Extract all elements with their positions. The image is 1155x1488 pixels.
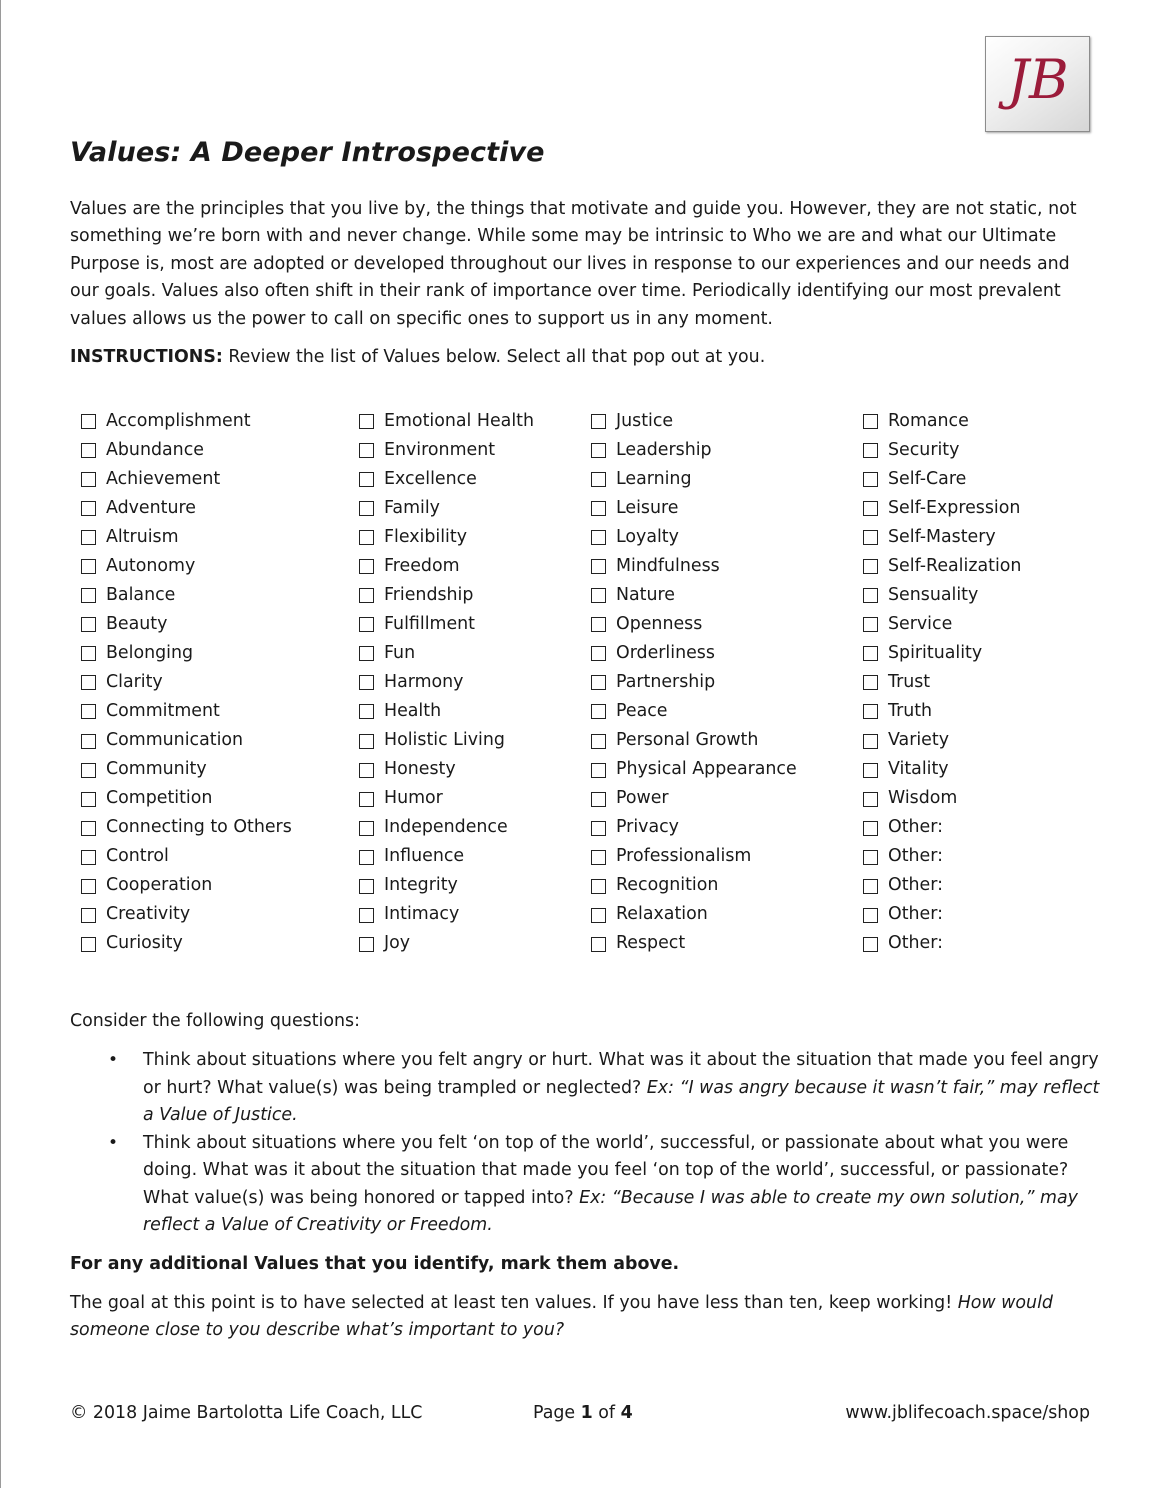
value-label: Harmony (384, 671, 464, 692)
question-text: Think about situations where you felt ‘on top of the world’, successful, or passionate about what you were doing. What was it about the situation that made you feel ‘on top of the world’, successful, or passionate? What value(s) was being honored or tapped into? (143, 1132, 1069, 1208)
value-checkbox[interactable] (863, 559, 878, 574)
value-item (81, 435, 292, 464)
value-checkbox[interactable] (359, 792, 374, 807)
value-item (81, 406, 292, 435)
question-item (70, 1130, 1100, 1240)
question-example: Ex: “I was angry because it wasn’t fair,” may reflect a Value of Justice. (143, 1077, 1100, 1125)
value-checkbox[interactable] (359, 734, 374, 749)
value-label: Self-Mastery (888, 526, 996, 547)
value-item (359, 871, 534, 900)
value-checkbox[interactable] (591, 559, 606, 574)
value-label: Recognition (616, 875, 719, 896)
value-label: Orderliness (616, 642, 715, 663)
value-label: Wisdom (888, 788, 958, 809)
value-checkbox[interactable] (591, 734, 606, 749)
value-item (591, 580, 797, 609)
value-item (81, 493, 292, 522)
value-item (81, 842, 292, 871)
value-item (591, 493, 797, 522)
values-column-2 (359, 406, 534, 958)
value-item (591, 638, 797, 667)
copyright: © 2018 Jaime Bartolotta Life Coach, LLC (70, 1403, 423, 1423)
value-item (591, 522, 797, 551)
value-checkbox[interactable] (591, 588, 606, 603)
value-item (591, 667, 797, 696)
value-item (863, 435, 1021, 464)
value-item (863, 493, 1021, 522)
value-item (359, 784, 534, 813)
value-checkbox[interactable] (81, 617, 96, 632)
value-checkbox[interactable] (863, 792, 878, 807)
value-label: Spirituality (888, 642, 983, 663)
value-checkbox[interactable] (863, 763, 878, 778)
value-label: Physical Appearance (616, 759, 797, 780)
value-item (591, 696, 797, 725)
value-item (359, 406, 534, 435)
value-checkbox[interactable] (863, 443, 878, 458)
value-checkbox[interactable] (591, 617, 606, 632)
page-total: 4 (620, 1403, 633, 1423)
value-item (81, 726, 292, 755)
value-label: Openness (616, 613, 703, 634)
value-checkbox[interactable] (359, 675, 374, 690)
value-item (863, 929, 1021, 958)
value-label: Holistic Living (384, 730, 505, 751)
value-label: Creativity (106, 904, 191, 925)
value-label: Belonging (106, 642, 194, 663)
value-item (591, 551, 797, 580)
value-label: Adventure (106, 497, 196, 518)
value-checkbox[interactable] (591, 472, 606, 487)
value-item (863, 551, 1021, 580)
value-item (359, 842, 534, 871)
value-item (591, 609, 797, 638)
instructions-text: Review the list of Values below. Select all that pop out at you. (222, 347, 766, 367)
value-checkbox[interactable] (591, 792, 606, 807)
value-item (81, 638, 292, 667)
value-label: Security (888, 439, 960, 460)
value-item (591, 871, 797, 900)
value-item (359, 667, 534, 696)
additional-values-note: For any additional Values that you identify, mark them above. (70, 1254, 680, 1274)
value-checkbox[interactable] (591, 414, 606, 429)
value-label: Leisure (616, 497, 679, 518)
value-item (359, 726, 534, 755)
value-checkbox[interactable] (863, 472, 878, 487)
value-item (81, 696, 292, 725)
value-item (863, 784, 1021, 813)
value-item (863, 609, 1021, 638)
value-checkbox[interactable] (863, 879, 878, 894)
value-label: Honesty (384, 759, 456, 780)
value-item (863, 522, 1021, 551)
value-checkbox[interactable] (863, 734, 878, 749)
value-item (359, 929, 534, 958)
value-label: Trust (888, 671, 931, 692)
value-label: Leadership (616, 439, 712, 460)
value-checkbox[interactable] (591, 821, 606, 836)
value-item (863, 900, 1021, 929)
value-item (863, 464, 1021, 493)
value-checkbox[interactable] (81, 734, 96, 749)
value-label: Cooperation (106, 875, 213, 896)
value-item (81, 580, 292, 609)
value-label: Independence (384, 817, 508, 838)
value-item (591, 726, 797, 755)
value-label: Privacy (616, 817, 679, 838)
value-checkbox[interactable] (591, 937, 606, 952)
value-item (359, 493, 534, 522)
value-label: Balance (106, 584, 176, 605)
value-item (591, 784, 797, 813)
value-label: Romance (888, 410, 969, 431)
value-item (591, 406, 797, 435)
value-item (863, 638, 1021, 667)
value-item (359, 900, 534, 929)
value-label: Justice (616, 410, 674, 431)
value-checkbox[interactable] (359, 501, 374, 516)
value-item (863, 755, 1021, 784)
value-checkbox[interactable] (863, 414, 878, 429)
jb-monogram-icon (995, 46, 1081, 122)
value-checkbox[interactable] (863, 501, 878, 516)
value-label: Self-Expression (888, 497, 1021, 518)
value-label: Community (106, 759, 207, 780)
value-item (81, 551, 292, 580)
values-column-1 (81, 406, 292, 958)
value-checkbox[interactable] (591, 763, 606, 778)
value-item (863, 813, 1021, 842)
value-label: Health (384, 700, 442, 721)
value-checkbox[interactable] (81, 821, 96, 836)
value-checkbox[interactable] (359, 472, 374, 487)
value-label: Influence (384, 846, 465, 867)
value-label: Peace (616, 700, 668, 721)
value-item (81, 755, 292, 784)
instructions (70, 344, 765, 371)
value-item (863, 726, 1021, 755)
value-label: Curiosity (106, 933, 183, 954)
value-checkbox[interactable] (863, 850, 878, 865)
value-item (359, 696, 534, 725)
value-item (81, 813, 292, 842)
value-checkbox[interactable] (359, 559, 374, 574)
value-item (863, 871, 1021, 900)
value-checkbox[interactable] (81, 675, 96, 690)
value-label: Self-Realization (888, 555, 1022, 576)
goal-question: How would someone close to you describe what’s important to you? (70, 1293, 1053, 1341)
value-item (863, 580, 1021, 609)
value-label: Self-Care (888, 468, 967, 489)
value-item (81, 609, 292, 638)
value-item (591, 929, 797, 958)
value-label: Intimacy (384, 904, 460, 925)
value-checkbox[interactable] (359, 908, 374, 923)
value-checkbox[interactable] (81, 559, 96, 574)
value-checkbox[interactable] (81, 763, 96, 778)
value-checkbox[interactable] (359, 414, 374, 429)
value-label: Abundance (106, 439, 204, 460)
value-label: Loyalty (616, 526, 679, 547)
value-item (81, 900, 292, 929)
value-checkbox[interactable] (863, 675, 878, 690)
value-checkbox[interactable] (81, 792, 96, 807)
value-checkbox[interactable] (81, 414, 96, 429)
value-label: Achievement (106, 468, 221, 489)
value-label: Environment (384, 439, 496, 460)
bullet-icon: • (108, 1132, 119, 1153)
value-checkbox[interactable] (359, 850, 374, 865)
value-item (359, 609, 534, 638)
value-label: Clarity (106, 671, 163, 692)
value-item (591, 842, 797, 871)
jb-logo (985, 36, 1090, 132)
value-label: Power (616, 788, 669, 809)
value-label: Nature (616, 584, 675, 605)
value-label: Family (384, 497, 440, 518)
value-label: Other: (888, 817, 943, 838)
value-checkbox[interactable] (591, 530, 606, 545)
value-item (591, 464, 797, 493)
value-label: Excellence (384, 468, 477, 489)
shop-url: www.jblifecoach.space/shop (845, 1403, 1090, 1423)
value-checkbox[interactable] (359, 443, 374, 458)
value-checkbox[interactable] (81, 472, 96, 487)
value-checkbox[interactable] (81, 501, 96, 516)
value-item (359, 464, 534, 493)
value-label: Flexibility (384, 526, 467, 547)
value-label: Connecting to Others (106, 817, 292, 838)
value-checkbox[interactable] (81, 704, 96, 719)
value-checkbox[interactable] (81, 937, 96, 952)
value-label: Other: (888, 933, 943, 954)
value-checkbox[interactable] (359, 704, 374, 719)
value-checkbox[interactable] (591, 850, 606, 865)
value-label: Freedom (384, 555, 460, 576)
page-prefix: Page (533, 1403, 581, 1423)
value-label: Service (888, 613, 953, 634)
value-item (81, 871, 292, 900)
value-label: Learning (616, 468, 692, 489)
value-label: Fulfillment (384, 613, 476, 634)
value-item (863, 842, 1021, 871)
value-checkbox[interactable] (591, 646, 606, 661)
page-title: Values: A Deeper Introspective (70, 137, 545, 168)
bullet-icon: • (108, 1050, 119, 1070)
value-item (359, 522, 534, 551)
value-label: Mindfulness (616, 555, 720, 576)
value-item (591, 755, 797, 784)
value-checkbox[interactable] (863, 704, 878, 719)
value-checkbox[interactable] (863, 617, 878, 632)
value-item (359, 551, 534, 580)
page-number (533, 1399, 633, 1427)
value-checkbox[interactable] (591, 443, 606, 458)
value-checkbox[interactable] (863, 588, 878, 603)
value-item (81, 784, 292, 813)
value-label: Beauty (106, 613, 168, 634)
value-item (81, 464, 292, 493)
value-label: Sensuality (888, 584, 979, 605)
value-checkbox[interactable] (863, 821, 878, 836)
value-checkbox[interactable] (359, 763, 374, 778)
goal-text: The goal at this point is to have selected at least ten values. If you have less than ten, keep working! (70, 1293, 958, 1313)
value-checkbox[interactable] (863, 908, 878, 923)
value-item (591, 435, 797, 464)
page-current: 1 (580, 1403, 593, 1423)
instructions-label: INSTRUCTIONS: (70, 347, 223, 367)
value-checkbox[interactable] (591, 501, 606, 516)
logo-text: JB (1006, 48, 1069, 111)
questions-heading: Consider the following questions: (70, 1011, 360, 1031)
value-checkbox[interactable] (81, 908, 96, 923)
value-label: Commitment (106, 700, 220, 721)
page-of: of (592, 1403, 621, 1423)
value-label: Other: (888, 904, 943, 925)
value-label: Other: (888, 846, 943, 867)
value-checkbox[interactable] (591, 675, 606, 690)
value-checkbox[interactable] (81, 646, 96, 661)
value-checkbox[interactable] (81, 530, 96, 545)
value-label: Personal Growth (616, 730, 759, 751)
value-item (591, 813, 797, 842)
values-checklist (0, 406, 1155, 966)
value-label: Fun (384, 642, 416, 663)
value-checkbox[interactable] (359, 617, 374, 632)
value-checkbox[interactable] (591, 879, 606, 894)
value-item (81, 667, 292, 696)
page-footer (70, 1399, 1090, 1427)
value-checkbox[interactable] (81, 443, 96, 458)
values-column-3 (591, 406, 797, 958)
values-column-4 (863, 406, 1021, 958)
value-label: Autonomy (106, 555, 196, 576)
value-item (81, 522, 292, 551)
value-label: Communication (106, 730, 244, 751)
value-checkbox[interactable] (359, 821, 374, 836)
value-checkbox[interactable] (863, 646, 878, 661)
value-label: Respect (616, 933, 686, 954)
value-label: Vitality (888, 759, 949, 780)
value-item (359, 580, 534, 609)
value-checkbox[interactable] (81, 850, 96, 865)
value-checkbox[interactable] (359, 646, 374, 661)
value-item (863, 696, 1021, 725)
value-checkbox[interactable] (591, 704, 606, 719)
value-label: Altruism (106, 526, 179, 547)
value-checkbox[interactable] (863, 530, 878, 545)
value-item (359, 638, 534, 667)
value-item (863, 667, 1021, 696)
value-label: Truth (888, 700, 933, 721)
value-checkbox[interactable] (863, 937, 878, 952)
value-checkbox[interactable] (81, 879, 96, 894)
intro-paragraph: Values are the principles that you live by, the things that motivate and guide you. However, they are not static, not something we’re born with and never change. While some may be intrinsic to Who we are and what our Ultimate Purpose is, most are adopted or developed throughout our lives in response to our experiences and our needs and our goals. Values also often shift in their rank of importance over time. Periodically identifying our most prevalent values allows us the power to call on specific ones to support us in any moment. (70, 199, 1077, 329)
value-checkbox[interactable] (591, 908, 606, 923)
value-label: Joy (384, 933, 411, 954)
value-checkbox[interactable] (81, 588, 96, 603)
value-label: Variety (888, 730, 949, 751)
value-label: Friendship (384, 584, 474, 605)
value-item (863, 406, 1021, 435)
value-item (81, 929, 292, 958)
value-item (359, 435, 534, 464)
value-item (359, 813, 534, 842)
value-label: Control (106, 846, 169, 867)
value-label: Relaxation (616, 904, 708, 925)
value-label: Professionalism (616, 846, 752, 867)
goal-paragraph (70, 1290, 1100, 1345)
value-item (591, 900, 797, 929)
value-label: Emotional Health (384, 410, 535, 431)
value-label: Competition (106, 788, 213, 809)
value-item (359, 755, 534, 784)
question-example: Ex: “Because I was able to create my own solution,” may reflect a Value of Creativity or Freedom. (143, 1187, 1078, 1235)
value-checkbox[interactable] (359, 879, 374, 894)
value-checkbox[interactable] (359, 588, 374, 603)
question-item (70, 1047, 1100, 1130)
question-text: Think about situations where you felt angry or hurt. What was it about the situation that made you feel angry or hurt? What value(s) was being trampled or neglected? (143, 1050, 1099, 1098)
questions-list (70, 1047, 1100, 1240)
value-checkbox[interactable] (359, 530, 374, 545)
value-label: Accomplishment (106, 410, 251, 431)
value-checkbox[interactable] (359, 937, 374, 952)
value-label: Integrity (384, 875, 458, 896)
value-label: Humor (384, 788, 443, 809)
value-label: Partnership (616, 671, 716, 692)
value-label: Other: (888, 875, 943, 896)
